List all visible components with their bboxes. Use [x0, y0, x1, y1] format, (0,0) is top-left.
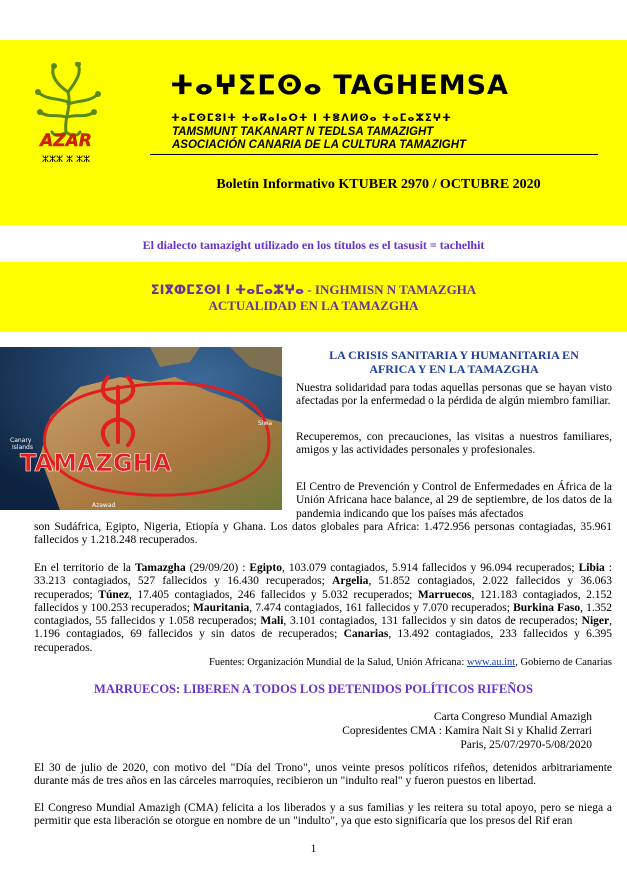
stats-country: Marruecos: [417, 588, 472, 601]
svg-text:Azawad: Azawad: [92, 502, 116, 509]
tamazgha-map-image: [0, 347, 282, 510]
stats-text: : 33.213 contagiados, 527 fallecidos y 16.430 recuperados;: [34, 562, 612, 588]
sources-suffix: , Gobierno de Canarias: [515, 657, 612, 668]
section-title-tifinagh: ⵉⵏⴳⵀⵎⵉⵙⵏ ⵏ ⵜⴰⵎⴰⵣⵖⴰ: [150, 283, 305, 298]
au-link[interactable]: www.au.int: [466, 657, 516, 668]
stats-text: En el territorio de la: [34, 562, 135, 574]
article1-sources: [34, 657, 612, 668]
stats-country: Egipto: [249, 562, 282, 574]
article1-paragraph1: Nuestra solidaridad para todas aquellas personas que se hayan visto afectadas por la enfermedad o la pérdida de algún miembro familiar.: [296, 382, 612, 408]
stats-country: Argelia: [332, 575, 369, 588]
stats-text: , 51.852 contagiados, 2.022 fallecidos y 36.063 recuperados;: [34, 575, 612, 601]
article1-country-stats: [34, 562, 612, 655]
svg-text:AZAR: AZAR: [40, 131, 92, 151]
section-title-latin: - INGHMISN N TAMAZGHA: [304, 282, 477, 297]
signature-place-date: Paris, 25/07/2970-5/08/2020: [460, 739, 592, 751]
svg-text:Siwa: Siwa: [258, 420, 273, 427]
newsletter-title: [170, 70, 509, 101]
stats-country: Túnez: [98, 588, 129, 601]
stats-country: Burkina Faso: [513, 601, 581, 614]
article1-title-line1: LA CRISIS SANITARIA Y HUMANITARIA EN: [329, 348, 579, 362]
article1-paragraph3-start: El Centro de Prevención y Control de Enfermedades en África de la Unión Africana hace balance, al 29 de septiembre, de los datos de la pandemia indicando que los países más afectados: [296, 481, 612, 520]
stats-country: Niger: [581, 615, 610, 628]
svg-text:Islands: Islands: [12, 444, 33, 451]
section-title-line1: [0, 282, 627, 298]
org-name-tamazight: TAMSMUNT TAKANART N TEDLSA TAMAZIGHT: [172, 126, 434, 138]
stats-text: , 13.492 contagiados, 233 fallecidos y 6.395 recuperados.: [34, 628, 612, 654]
article1-title: [296, 348, 612, 376]
tifinagh-subtitle: ⵜⴰⵎⵙⵎⵓⵏⵜ ⵜⴰⴽⴰⵏⴰⵔⵜ ⵏ ⵜⴻⴷⵍⵙⴰ ⵜⴰⵎⴰⵣⵉⵖⵜ: [171, 113, 452, 124]
stats-text: , 121.183 contagiados, 2.152 fallecidos y 100.253 recuperados;: [34, 588, 612, 614]
dialect-note: El dialecto tamazight utilizado en los títulos es el tasusit = tachelhit: [142, 238, 485, 252]
stats-text: , 17.405 contagiados, 246 fallecidos y 5.032 recuperados;: [128, 588, 418, 601]
stats-country: Mali: [260, 615, 284, 628]
map-graphic: [0, 347, 282, 510]
stats-text: (29/09/20) :: [185, 562, 250, 574]
article2-signature: [300, 710, 592, 752]
header-divider: [150, 154, 598, 155]
article2-title: MARRUECOS: LIBEREN A TODOS LOS DETENIDOS POLÍTICOS RIFEÑOS: [94, 682, 533, 696]
stats-text: , 103.079 contagiados, 5.914 fallecidos y 96.094 recuperados;: [281, 562, 579, 574]
stats-text: , 3.101 contagiados, 131 fallecidos y sin datos de recuperados;: [283, 615, 582, 628]
stats-text: , 1.196 contagiados, 69 fallecidos y sin datos de recuperados;: [34, 615, 612, 641]
signature-copresidents: Copresidentes CMA : Kamira Nait Si y Khalid Zerrari: [342, 725, 592, 737]
signature-letter: Carta Congreso Mundial Amazigh: [433, 711, 592, 723]
stats-country: Libia: [578, 562, 605, 574]
article2-paragraph2: El Congreso Mundial Amazigh (CMA) felicita a los liberados y a sus familias y les reitera su total apoyo, pero se niega a permitir que esta liberación se otorgue en nombre de un "indulto", ya que esto significaría que los presos del Rif eran: [34, 802, 612, 828]
org-name-spanish: ASOCIACIÓN CANARIA DE LA CULTURA TAMAZIGHT: [172, 139, 467, 151]
article1-paragraph2: Recuperemos, con precauciones, las visitas a nuestros familiares, amigos y las actividades personales y profesionales.: [296, 431, 612, 457]
latin-title: TAGHEMSA: [333, 70, 509, 101]
svg-text:Canary: Canary: [10, 437, 32, 444]
article1-title-line2: AFRICA Y EN LA TAMAZGHA: [369, 362, 539, 376]
page-number: 1: [310, 843, 317, 855]
tifinagh-title: ⵜⴰⵖⵉⵎⵙⴰ: [170, 70, 323, 101]
svg-text:ⵣⵣⵣ ⵣ ⵣⵣ: ⵣⵣⵣ ⵣ ⵣⵣ: [41, 155, 91, 165]
stats-text: , 7.474 contagiados, 161 fallecidos y 7.070 recuperados;: [249, 601, 514, 614]
article1-paragraph3-end: son Sudáfrica, Egipto, Nigeria, Etiopía y Ghana. Los datos globales para Africa: 1.472.956 personas contagiadas, 35.961 fallecidos y 1.218.248 recuperados.: [34, 521, 612, 547]
bulletin-issue: Boletín Informativo KTUBER 2970 / OCTUBRE 2020: [216, 177, 541, 192]
azar-logo: [26, 62, 106, 172]
stats-text: , 1.352 contagiados, 55 fallecidos y 1.058 recuperados;: [34, 601, 612, 628]
section-title-line2: ACTUALIDAD EN LA TAMAZGHA: [208, 298, 419, 313]
stats-country: Mauritania: [193, 601, 250, 614]
article2-paragraph1: El 30 de julio de 2020, con motivo del "Día del Trono", unos veinte presos políticos rifeños, detenidos arbitrariamente durante más de tres años en las cárceles marroquíes, recibieron un "indulto real" y fueron puestos en libertad.: [34, 762, 612, 788]
header-band: [0, 40, 627, 225]
stats-country: Canarias: [343, 628, 389, 641]
sources-prefix: Fuentes: Organización Mundial de la Salud, Unión Africana:: [209, 657, 467, 668]
svg-text:TAMAZGHA: TAMAZGHA: [20, 449, 172, 477]
stats-region: Tamazgha: [135, 562, 186, 574]
